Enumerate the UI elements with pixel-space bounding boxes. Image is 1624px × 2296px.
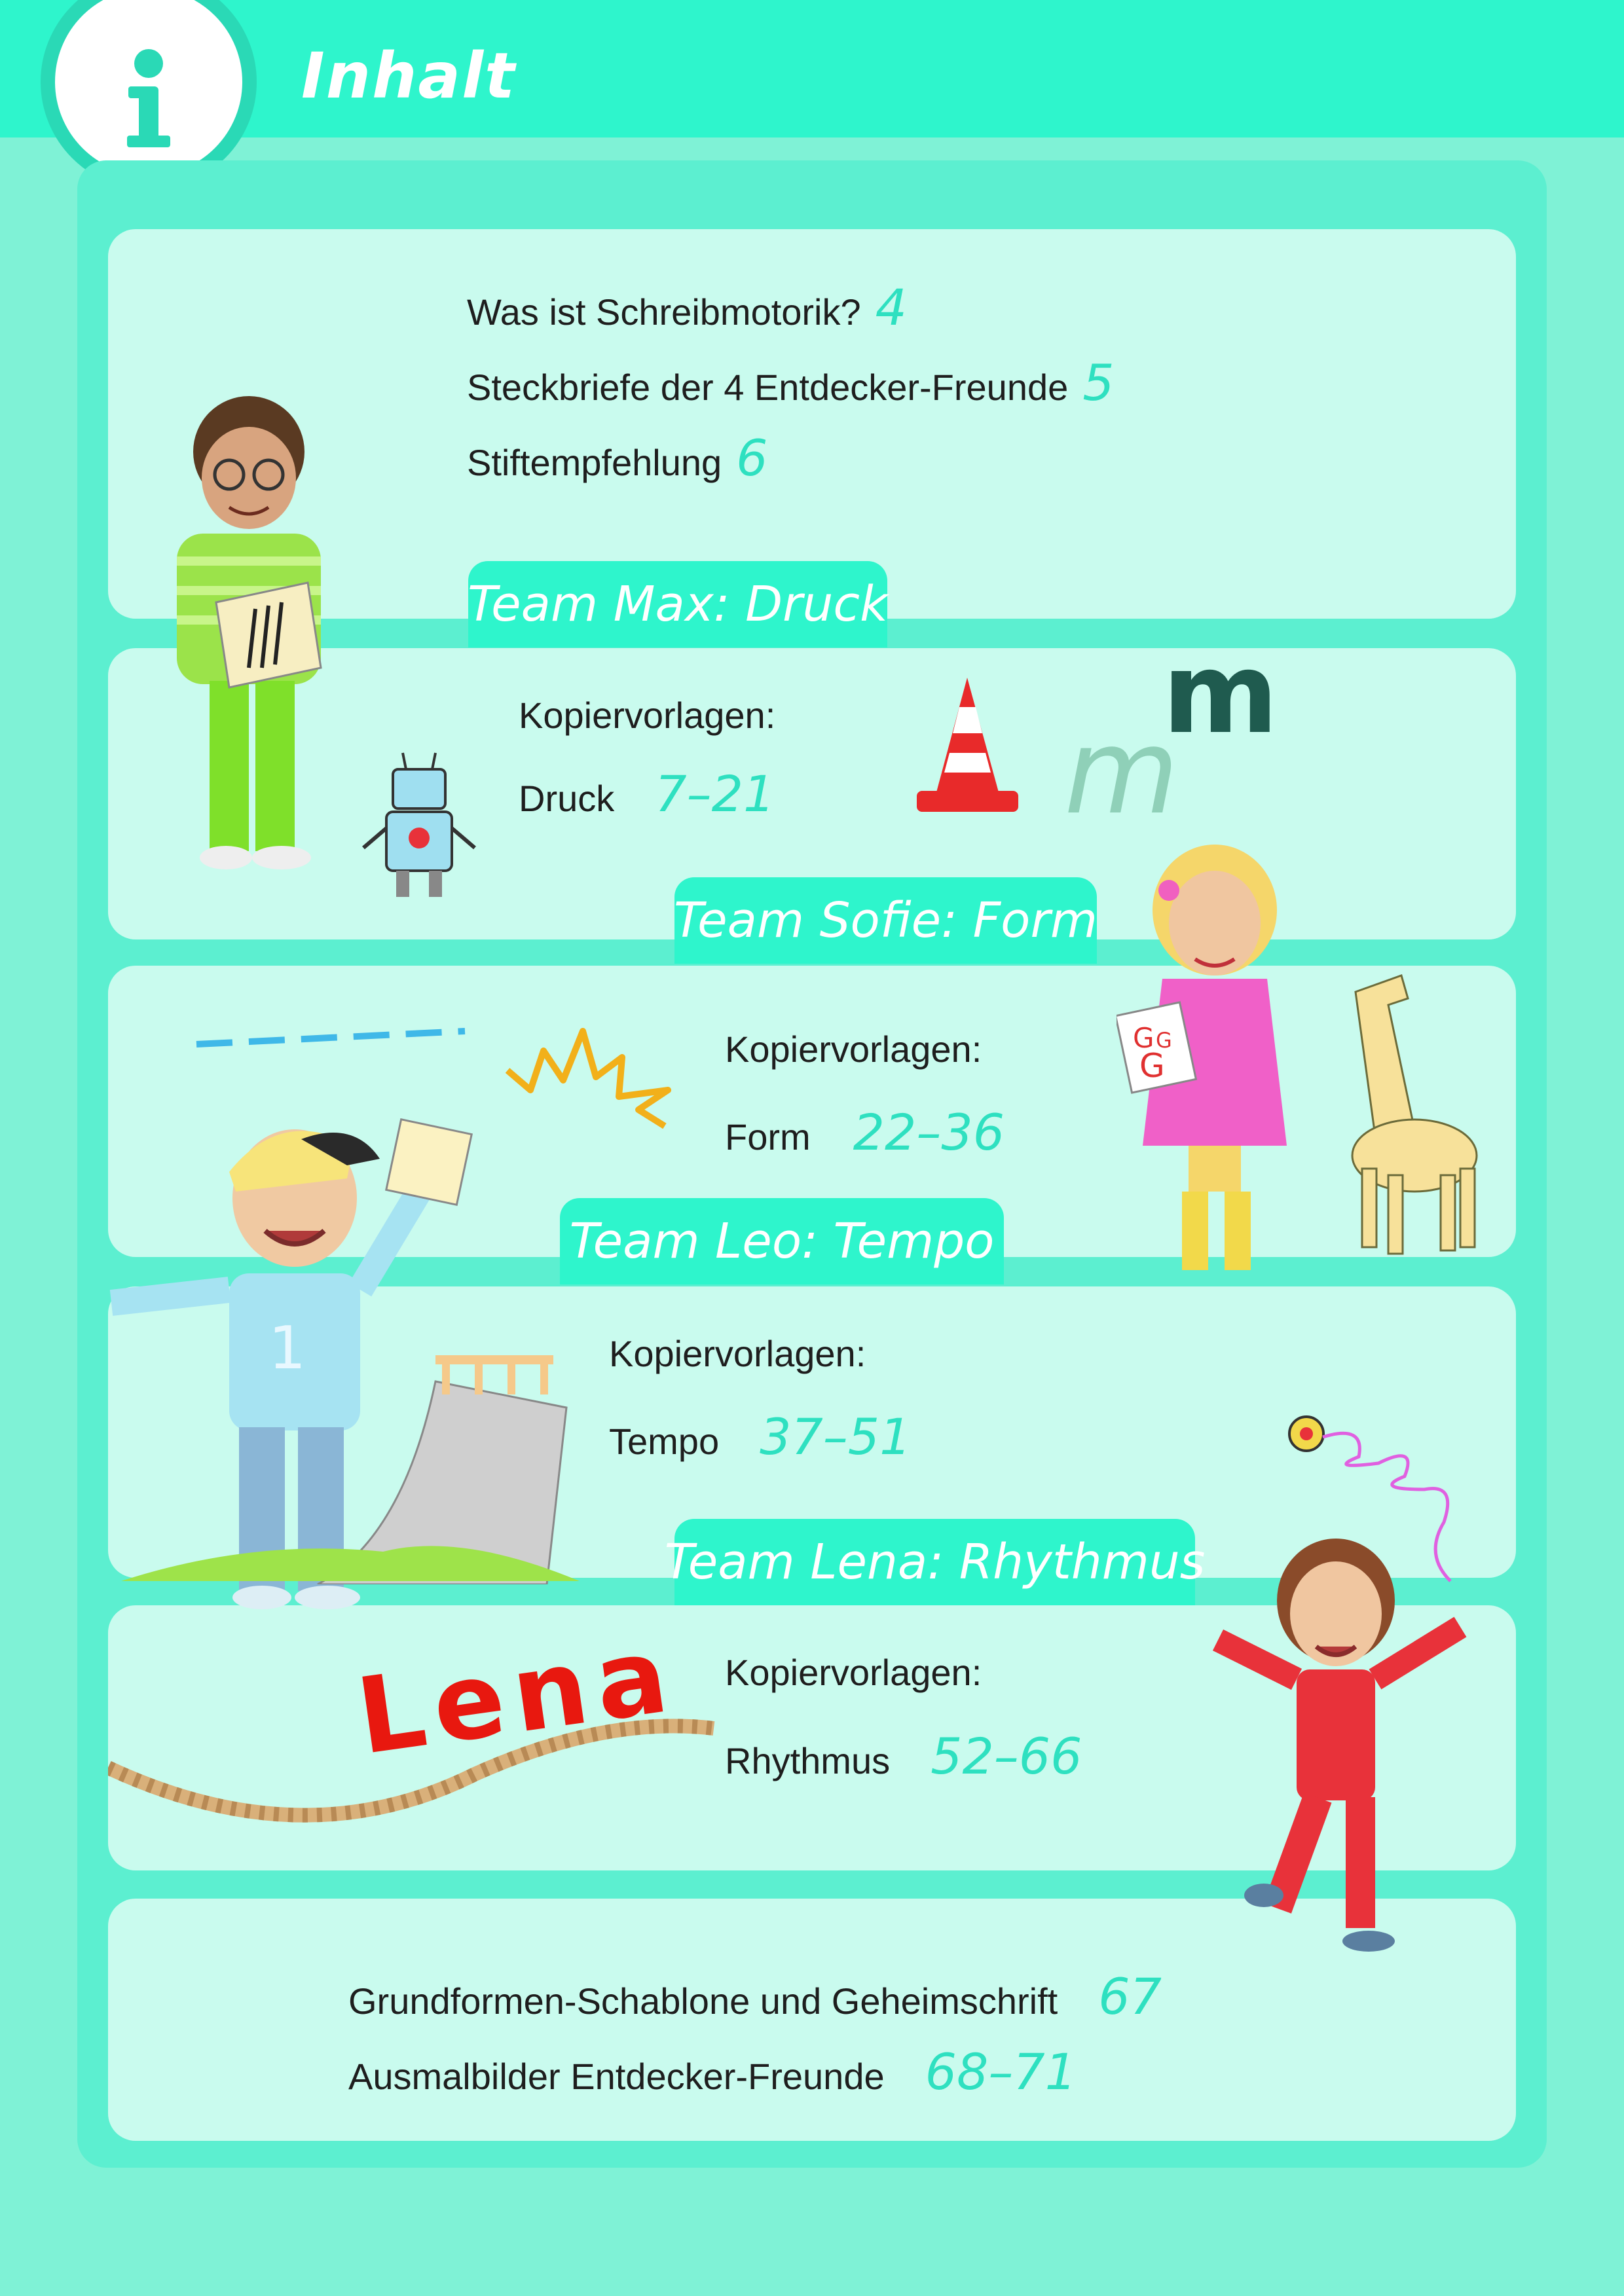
toc-entry-page: 6 [736,429,768,487]
toc-entry[interactable] [519,765,775,823]
leo-shirt-number: 1 [268,1314,306,1383]
toc-entry-label: Steckbriefe der 4 Entdecker-Freunde [467,367,1069,408]
dashed-line-illustration [193,1025,468,1051]
toc-entry-label: Druck [519,778,615,819]
toc-entry[interactable] [725,1103,1005,1161]
traffic-cone-illustration [913,674,1022,822]
toc-entry[interactable] [467,278,907,337]
lena-character-illustration [1185,1529,1486,1954]
robot-illustration [357,750,481,907]
toc-entry[interactable] [467,429,768,487]
toc-entry-page: 67 [1098,1967,1162,2026]
section-heading: Kopiervorlagen: [609,1333,866,1374]
toc-entry-label: Tempo [609,1421,720,1462]
toc-entry-page: 37–51 [760,1408,912,1466]
toc-entry-label: Rhythmus [725,1740,891,1781]
toc-entry[interactable] [725,1727,1082,1785]
skate-ramp-illustration [121,1342,580,1584]
section-heading: Kopiervorlagen: [725,1652,982,1693]
toc-entry[interactable] [467,354,1115,412]
toc-entry-page: 52–66 [931,1727,1082,1785]
toc-entry-page: 22–36 [853,1103,1005,1161]
toc-entry-page: 7–21 [655,765,775,823]
toc-entry-page: 5 [1082,354,1115,412]
toc-entry[interactable] [348,2043,1077,2101]
max-character-illustration [151,393,347,884]
letter-m-large: m [1162,629,1279,759]
toc-entry-page: 68–71 [925,2043,1077,2101]
toc-entry-label: Grundformen-Schablone und Geheimschrift [348,1980,1058,2022]
section-heading: Kopiervorlagen: [725,1029,982,1070]
toc-entry[interactable] [348,1967,1162,2026]
tab-team-max[interactable]: Team Max: Druck [468,561,887,647]
lena-name-lettering: Lena [350,1612,684,1779]
toc-entry-label: Was ist Schreibmotorik? [467,291,861,333]
sofie-notepad-letter: G [1139,1047,1165,1085]
sofie-notepad-letter: G [1133,1022,1154,1054]
toc-entry[interactable] [609,1408,912,1466]
giraffe-illustration [1329,972,1486,1260]
section-heading: Kopiervorlagen: [519,695,776,736]
toc-entry-label: Form [725,1116,811,1157]
tab-team-leo[interactable]: Team Leo: Tempo [560,1198,1004,1285]
tab-team-sofie[interactable]: Team Sofie: Form [674,877,1097,964]
toc-entry-page: 4 [875,278,908,337]
letter-m-small: m [1064,704,1179,841]
tab-team-lena[interactable]: Team Lena: Rhythmus [674,1519,1195,1605]
sofie-notepad-letter: G [1156,1028,1172,1053]
toc-entry-label: Ausmalbilder Entdecker-Freunde [348,2056,885,2097]
zigzag-illustration [504,1025,674,1129]
sofie-character-illustration [1116,838,1313,1290]
page-title: Inhalt [301,39,516,113]
toc-entry-label: Stiftempfehlung [467,442,722,483]
